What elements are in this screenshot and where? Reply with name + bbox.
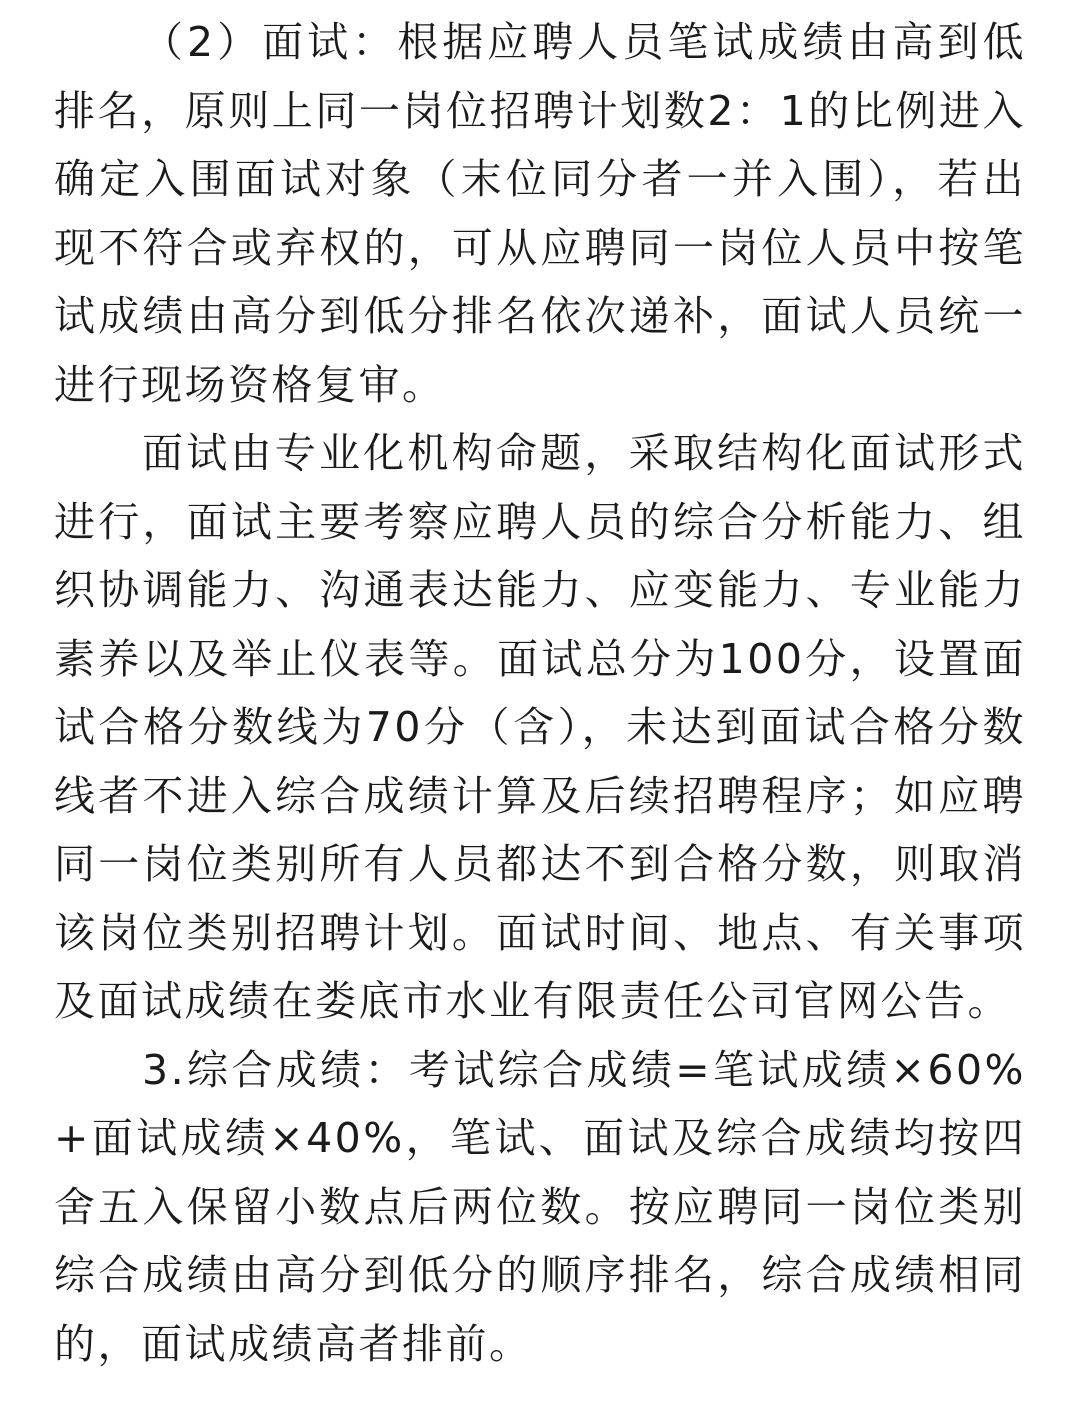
paragraph-interview-format: 面试由专业化机构命题，采取结构化面试形式进行，面试主要考察应聘人员的综合分析能力、组织协调能力、沟通表达能力、应变能力、专业能力素养以及举止仪表等。面试总分为100分，设置面试合格分数线为70分（含），未达到面试合格分数线者不进入综合成绩计算及后续招聘程序；如应聘同一岗位类别所有人员都达不到合格分数，则取消该岗位类别招聘计划。面试时间、地点、有关事项及面试成绩在娄底市水业有限责任公司官网公告。 [54,429,1026,1025]
paragraph-interview-rules: （2）面试：根据应聘人员笔试成绩由高到低排名，原则上同一岗位招聘计划数2：1的比例进入确定入围面试对象（末位同分者一并入围），若出现不符合或弃权的，可从应聘同一岗位人员中按笔试成绩由高分到低分排名依次递补，面试人员统一进行现场资格复审。 [54,18,1026,409]
paragraph-composite-score: 3.综合成绩：考试综合成绩=笔试成绩×60%+面试成绩×40%，笔试、面试及综合成绩均按四舍五入保留小数点后两位数。按应聘同一岗位类别综合成绩由高分到低分的顺序排名，综合成绩相同的，面试成绩高者排前。 [54,1045,1026,1368]
